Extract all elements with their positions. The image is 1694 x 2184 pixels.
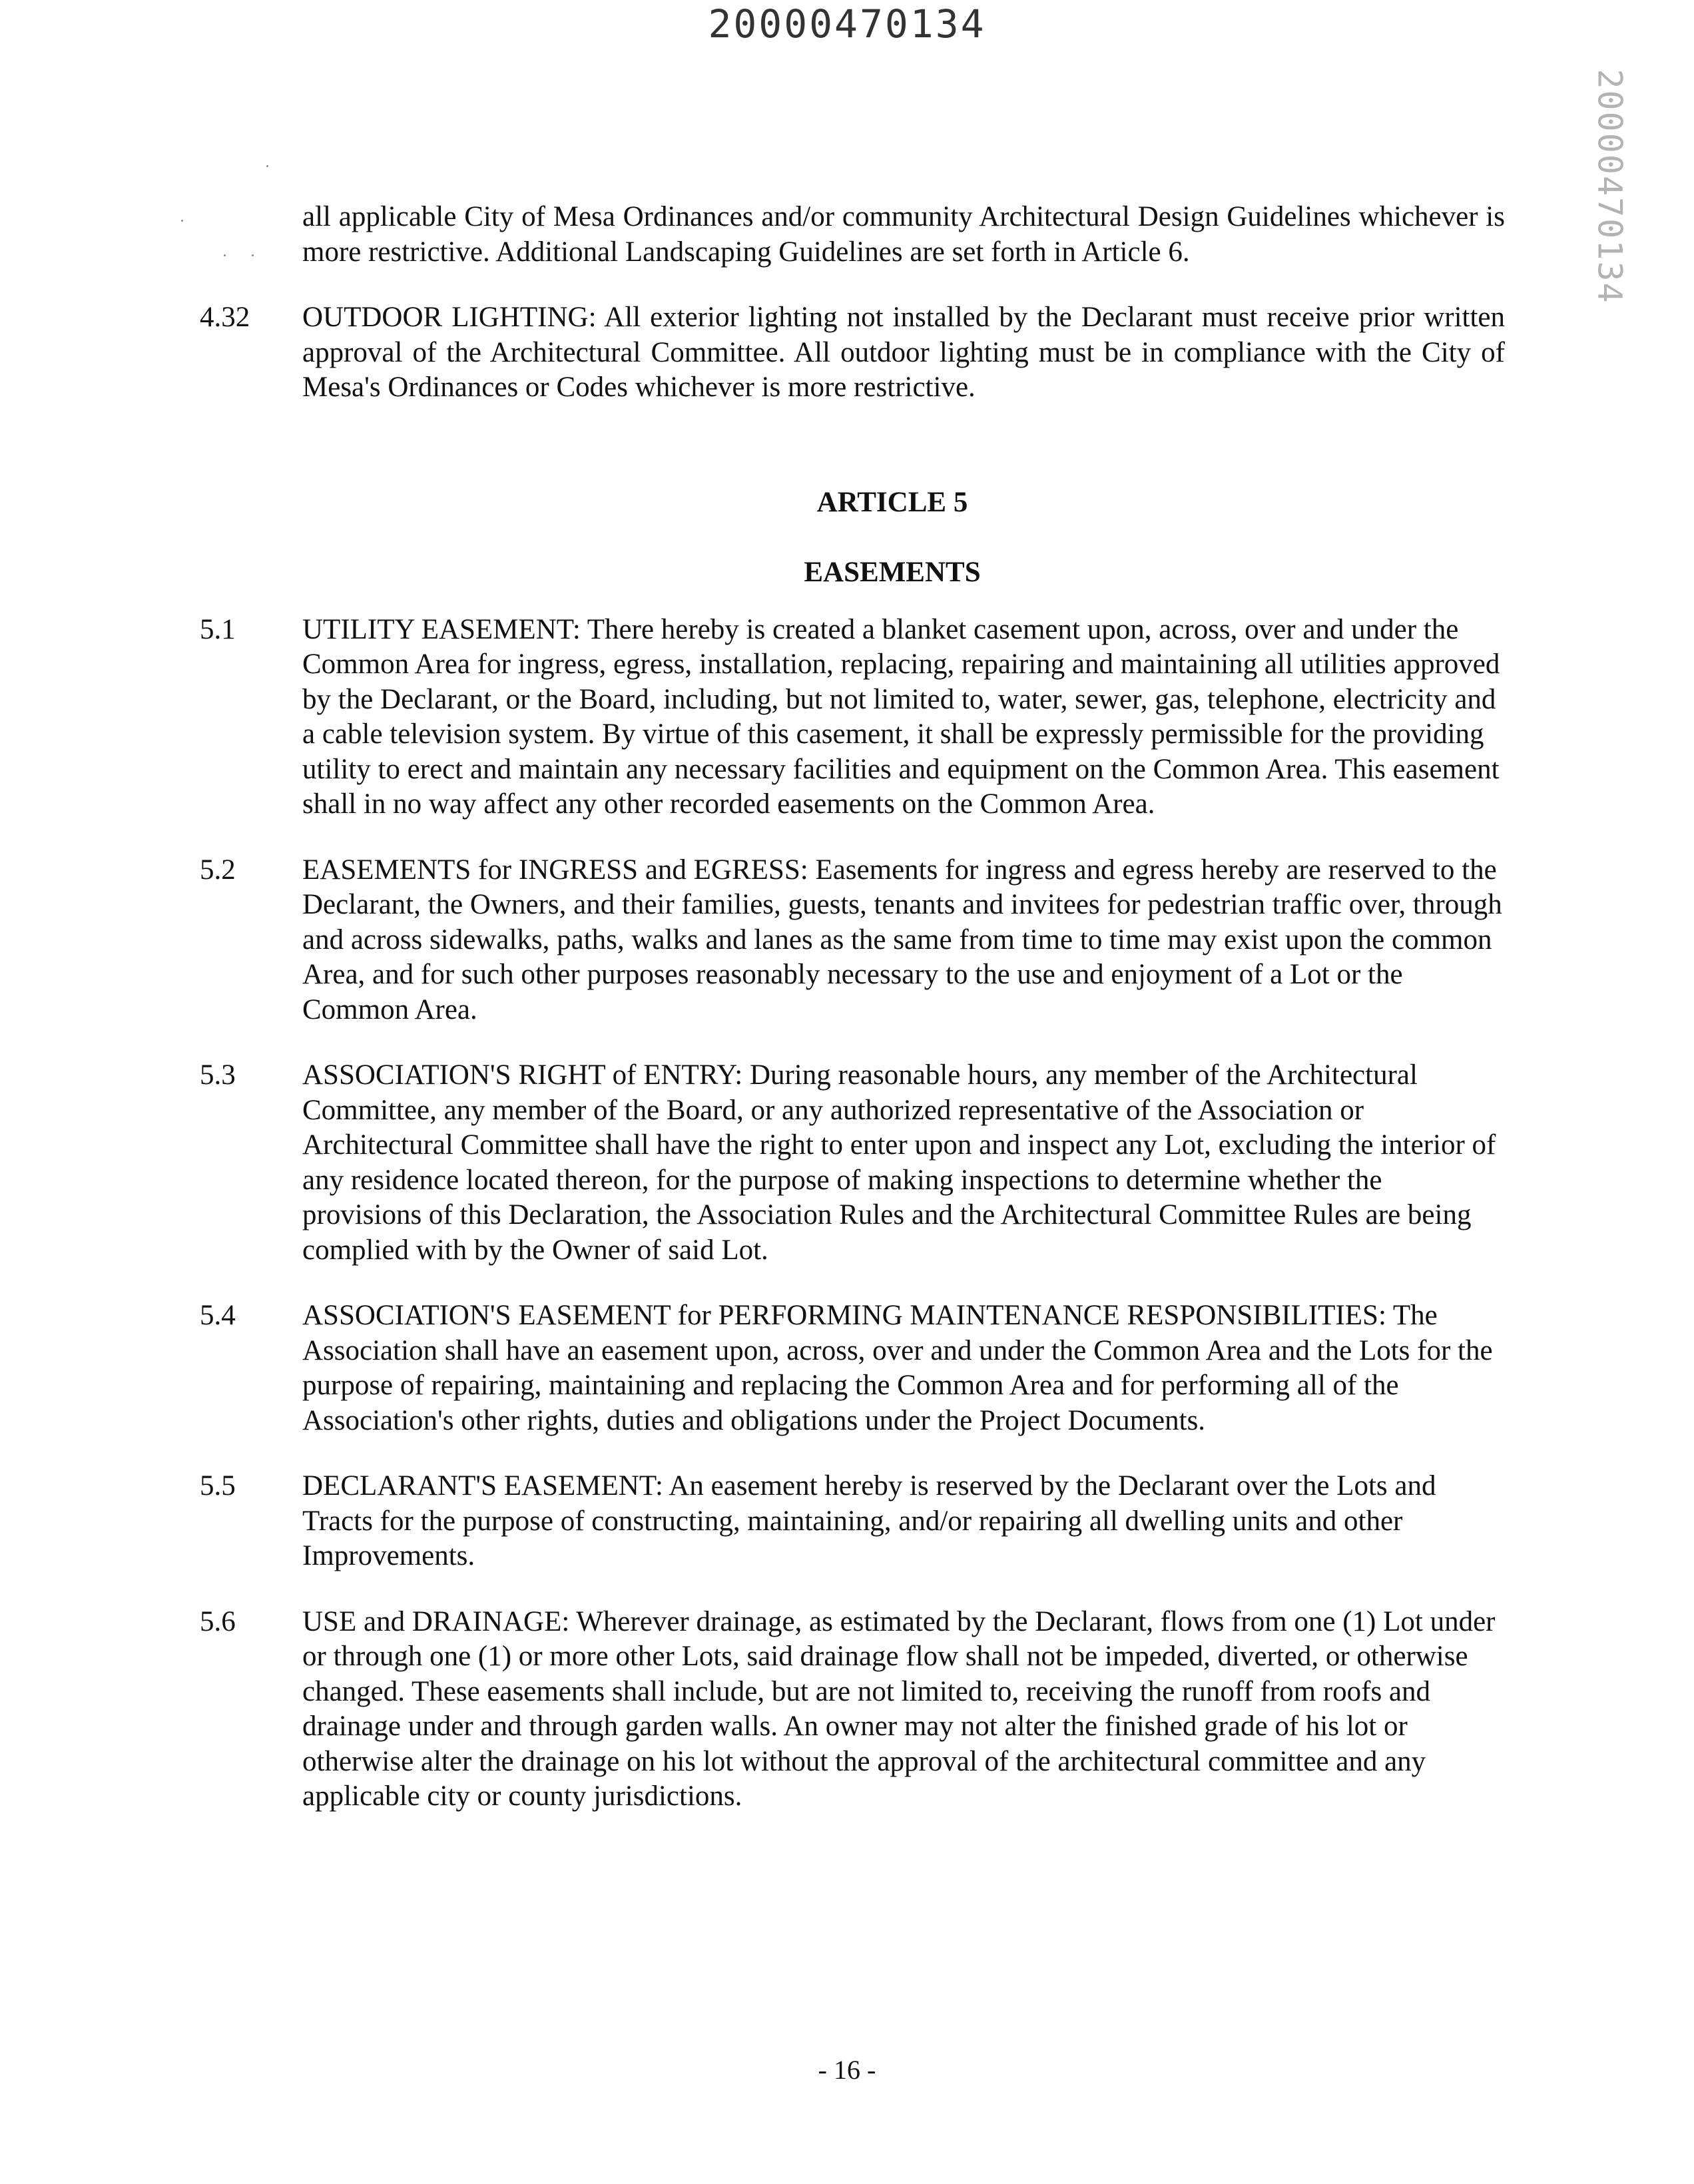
- section-4-32: [200, 300, 1505, 406]
- section-number: 4.32: [200, 302, 250, 333]
- section-text: USE and DRAINAGE: Wherever drainage, as estimated by the Declarant, flows from one (1) Lot under or through one (1) or more other Lots, said drainage flow shall not be impeded, diverted, or otherwise changed. These easements shall include, but are not limited to, receiving the runoff from roofs and drainage under and through garden walls. An owner may not alter the finished grade of his lot or otherwise alter the drainage on his lot without the approval of the architectural committee and any applicable city or county jurisdictions.: [302, 1605, 1496, 1812]
- scan-speck: [181, 220, 183, 222]
- section-5-1: [200, 613, 1505, 822]
- article-title: ARTICLE 5: [816, 486, 968, 518]
- margin-stamp-text: 20000470134: [1591, 69, 1630, 304]
- section-5-2: [200, 853, 1505, 1028]
- section-text: ASSOCIATION'S EASEMENT for PERFORMING MAINTENANCE RESPONSIBILITIES: The Association shall have an easement upon, across, over and under the Common Area and the Lots for the purpose of repairing, maintaining and replacing the Common Area and for performing all of the Association's other rights, duties and obligations under the Project Documents.: [302, 1300, 1493, 1436]
- scan-speck: [266, 165, 268, 167]
- section-text: OUTDOOR LIGHTING: All exterior lighting not installed by the Declarant must receive prior written approval of the Architectural Committee. All outdoor lighting must be in compliance with the City of Mesa's Ordinances or Codes whichever is more restrictive.: [302, 302, 1505, 403]
- section-number: 5.4: [200, 1300, 236, 1331]
- document-number: 20000470134: [708, 1, 986, 47]
- section-number: 5.2: [200, 854, 236, 886]
- section-number: 5.3: [200, 1059, 236, 1091]
- section-text: EASEMENTS for INGRESS and EGRESS: Easements for ingress and egress hereby are reserved to the Declarant, the Owners, and their families, guests, tenants and invitees for pedestrian traffic over, through and across sidewalks, paths, walks and lanes as the same from time to time may exist upon the common Area, and for such other purposes reasonably necessary to the use and enjoyment of a Lot or the Common Area.: [302, 854, 1502, 1025]
- document-body: [200, 200, 1505, 1814]
- page-number: - 16 -: [818, 2055, 876, 2085]
- intro-paragraph-text: all applicable City of Mesa Ordinances and/or community Architectural Design Guidelines whichever is more restrictive. Additional Landscaping Guidelines are set forth in Article 6.: [302, 201, 1505, 268]
- section-number: 5.5: [200, 1470, 236, 1502]
- section-5-5: [200, 1469, 1505, 1574]
- section-number: 5.1: [200, 613, 236, 645]
- section-5-4: [200, 1298, 1505, 1438]
- section-number: 5.6: [200, 1605, 236, 1637]
- section-5-3: [200, 1058, 1505, 1268]
- section-text: ASSOCIATION'S RIGHT of ENTRY: During reasonable hours, any member of the Architectural Committee, any member of the Board, or any authorized representative of the Association or Architectural Committee shall have the right to enter upon and inspect any Lot, excluding the interior of any residence located thereon, for the purpose of making inspections to determine whether the provisions of this Declaration, the Association Rules and the Architectural Committee Rules are being complied with by the Owner of said Lot.: [302, 1059, 1496, 1266]
- section-5-6: [200, 1605, 1505, 1814]
- intro-paragraph: [200, 200, 1505, 270]
- margin-stamp: [1590, 69, 1630, 304]
- section-text: UTILITY EASEMENT: There hereby is created a blanket casement upon, across, over and under the Common Area for ingress, egress, installation, replacing, repairing and maintaining all utilities approved by the Declarant, or the Board, including, but not limited to, water, sewer, gas, telephone, electricity and a cable television system. By virtue of this casement, it shall be expressly permissible for the providing utility to erect and maintain any necessary facilities and equipment on the Common Area. This easement shall in no way affect any other recorded easements on the Common Area.: [302, 613, 1500, 820]
- section-text: DECLARANT'S EASEMENT: An easement hereby is reserved by the Declarant over the Lots and Tracts for the purpose of constructing, maintaining, and/or repairing all dwelling units and other Improvements.: [302, 1470, 1436, 1571]
- article-subtitle: EASEMENTS: [804, 556, 981, 588]
